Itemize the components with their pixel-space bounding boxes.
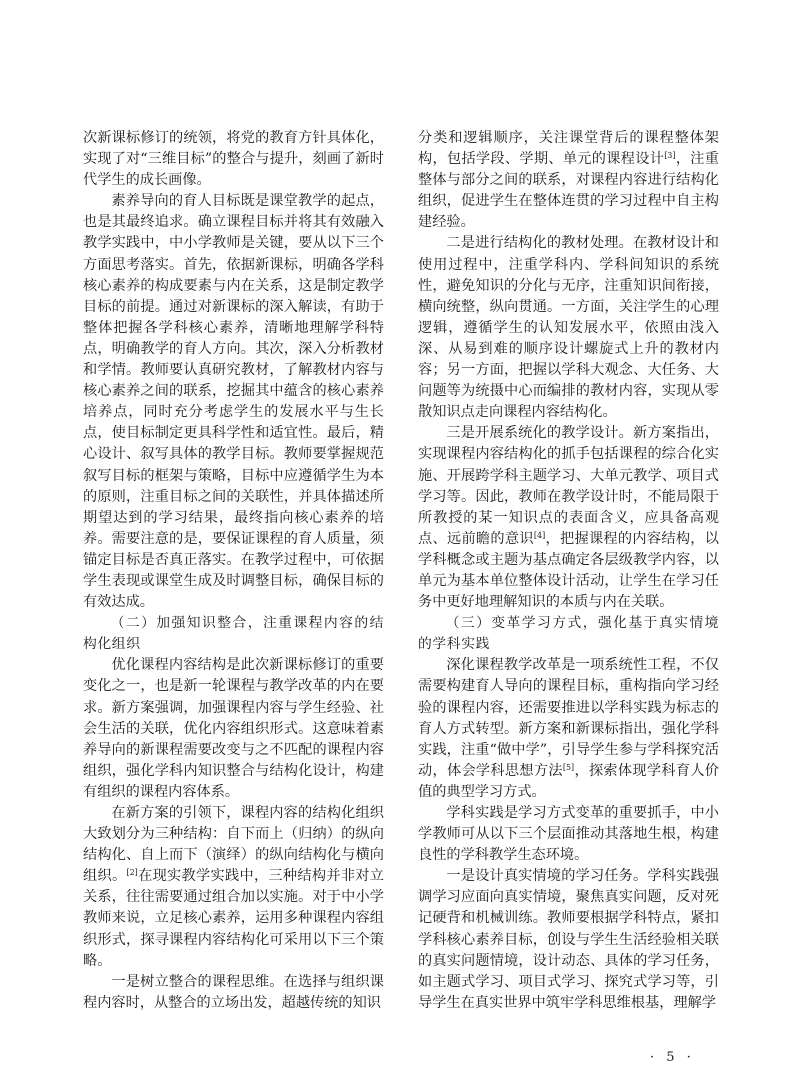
citation-ref: [4] bbox=[533, 530, 546, 540]
citation-ref: [3] bbox=[664, 151, 676, 161]
paragraph: 学科实践是学习方式变革的重要抓手，中小学教师可从以下三个层面推动其落地生根，构建良性的学科教学生态环境。 bbox=[418, 805, 719, 864]
paragraph-text: ，注重整体与部分之间的联系，对课程内容进行结构化组织，促进学生在整体连贯的学习过程中自主构建经验。 bbox=[418, 151, 719, 231]
paragraph-text: 在现实教学实践中，三种结构并非对立关系，往往需要通过组合加以实施。对于中小学教师来说，立足核心素养，运用多种课程内容组织形式，探寻课程内容结构化可采用以下三个策略。 bbox=[83, 868, 384, 969]
paragraph: 次新课标修订的统领，将党的教育方针具体化，实现了对“三维目标”的整合与提升，刻画了新时代学生的成长画像。 bbox=[83, 130, 384, 189]
paragraph bbox=[418, 128, 719, 233]
paragraph-text: 分类和逻辑顺序，关注课堂背后的课程整体架构，包括学段、学期、单元的课程设计 bbox=[418, 130, 719, 168]
citation-ref: [5] bbox=[562, 762, 575, 772]
paragraph bbox=[418, 655, 719, 803]
paragraph: 二是进行结构化的教材处理。在教材设计和使用过程中，注重学科内、学科间知识的系统性，避免知识的分化与无序，注重知识间衔接，横向统整，纵向贯通。一方面，关注学生的心理逻辑，遵循学生的认知发展水平，依照由浅入深、从易到难的顺序设计螺旋式上升的教材内容；另一方面，把握以学科大观念、大任务、大问题等为统摄中心而编排的教材内容，实现从零散知识点走向课程内容结构化。 bbox=[418, 235, 719, 421]
section-heading: （二）加强知识整合，注重课程内容的结构化组织 bbox=[83, 615, 384, 653]
paragraph: 一是设计真实情境的学习任务。学科实践强调学习应面向真实情境，聚焦真实问题，反对死记硬背和机械训练。教师要根据学科特点，紧扣学科核心素养目标，创设与学生生活经验相关联的真实问题情境，设计动态、具体的学习任务，如主题式学习、项目式学习、探究式学习等，引导学生在真实世界中筑牢学科思维根基，理解学 bbox=[418, 868, 719, 1011]
citation-ref: [2] bbox=[126, 868, 138, 878]
right-column bbox=[418, 128, 719, 1014]
paragraph-text: 深化课程教学改革是一项系统性工程，不仅需要构建育人导向的课程目标，重构指向学习经验的课程内容，还需要推进以学科实践为标志的育人方式转型。新方案和新课标指出，强化学科实践，注重“做中学”，引导学生参与学科探究活动，体会学科思想方法 bbox=[418, 657, 719, 779]
paragraph bbox=[418, 423, 719, 613]
paragraph-text: 三是开展系统化的教学设计。新方案指出，实现课程内容结构化的抓手包括课程的综合化实施、开展跨学科主题学习、大单元教学、项目式学习等。因此，教师在教学设计时，不能局限于所教授的某一知识点的表面含义，应具备高观点、远前瞻的意识 bbox=[418, 425, 719, 547]
paragraph: 优化课程内容结构是此次新课标修订的重要变化之一，也是新一轮课程与教学改革的内在要求。新方案强调，加强课程内容与学生经验、社会生活的关联，优化内容组织形式。这意味着素养导向的新课程需要改变与之不匹配的课程内容组织，强化学科内知识整合与结构化设计，构建有组织的课程内容体系。 bbox=[83, 657, 384, 800]
paragraph: 一是树立整合的课程思维。在选择与组织课程内容时，从整合的立场出发，超越传统的知识 bbox=[83, 973, 384, 1011]
page-number: · 5 · bbox=[650, 1050, 695, 1065]
section-heading: （三）变革学习方式，强化基于真实情境的学科实践 bbox=[418, 615, 719, 653]
left-column bbox=[83, 128, 384, 1014]
paragraph-text: ，把握课程的内容结构，以学科概念或主题为基点确定各层级教学内容，以单元为基本单位整体设计活动，让学生在学习任务中更好地理解知识的本质与内在关联。 bbox=[418, 530, 719, 611]
paragraph bbox=[83, 803, 384, 972]
paragraph-text: ，探索体现学科育人价值的典型学习方式。 bbox=[418, 762, 719, 800]
paragraph-text: 在新方案的引领下，课程内容的结构化组织大致划分为三种结构：自下而上（归纳）的纵向结构化、自上而下（演绎）的纵向结构化与横向组织。 bbox=[83, 805, 384, 885]
paragraph: 素养导向的育人目标既是课堂教学的起点，也是其最终追求。确立课程目标并将其有效融入教学实践中，中小学教师是关键，要从以下三个方面思考落实。首先，依据新课标，明确各学科核心素养的构成要素与内在关系，这是制定教学目标的前提。通过对新课标的深入解读，有助于整体把握各学科核心素养，清晰地理解学科特点，明确教学的育人方向。其次，深入分析教材和学情。教师要认真研究教材，了解教材内容与核心素养之间的联系，挖掘其中蕴含的核心素养培养点，同时充分考虑学生的发展水平与生长点，使目标制定更具科学性和适宜性。最后，精心设计、叙写具体的教学目标。教师要掌握规范叙写目标的框架与策略，目标中应遵循学生为本的原则，注重目标之间的关联性，并具体描述所期望达到的学习结果，最终指向核心素养的培养。需要注意的是，要保证课程的育人质量，须锚定目标是否真正落实。在教学过程中，可依据学生表现或课堂生成及时调整目标，确保目标的有效达成。 bbox=[83, 193, 384, 611]
